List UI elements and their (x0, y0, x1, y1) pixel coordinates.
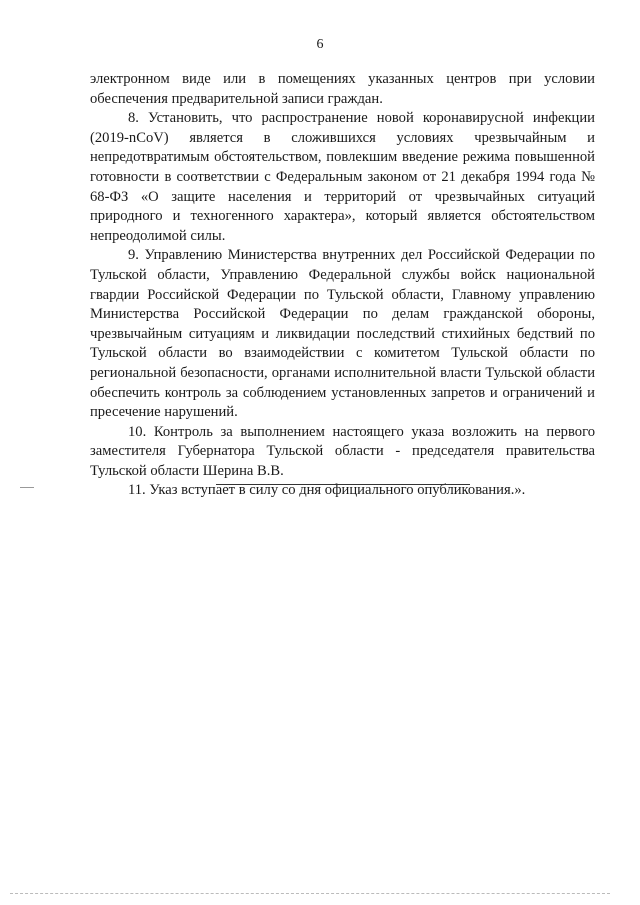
scan-mark (20, 487, 34, 488)
page-number: 6 (316, 37, 324, 52)
paragraph-item-9: 9. Управлению Министерства внутренних дел Российской Федерации по Тульской области, Управлению Федеральной службы войск национальной гвардии Российской Федерации по Тульской области, Главному управлению Министерства Российской Федерации по делам гражданской обороны, чрезвычайным ситуациям и ликвидации последствий стихийных бедствий по Тульской области во взаимодействии с комитетом Тульской области по региональной безопасности, органами исполнительной власти Тульской области обеспечить контроль за соблюдением установленных запретов и ограничений и пресечение нарушений. (90, 247, 595, 421)
scan-edge-mark (10, 893, 610, 894)
document-body (90, 70, 595, 501)
paragraph-continuation: электронном виде или в помещениях указанных центров при условии обеспечения предварительной записи граждан. (90, 71, 595, 107)
separator-line (216, 484, 470, 485)
paragraph-item-10: 10. Контроль за выполнением настоящего указа возложить на первого заместителя Губернатора Тульской области - председателя правительства Тульской области Шерина В.В. (90, 423, 595, 479)
paragraph-item-8: 8. Установить, что распространение новой коронавирусной инфекции (2019-nCoV) является в сложившихся условиях чрезвычайным и непредотвратимым обстоятельством, повлекшим введение режима повышенной готовности в соответствии с Федеральным законом от 21 декабря 1994 года № 68-ФЗ «О защите населения и территорий от чрезвычайных ситуаций природного и техногенного характера», который является обстоятельством непреодолимой силы. (90, 110, 595, 244)
paragraph-item-11: 11. Указ вступает в силу со дня официального опубликования.». (128, 482, 526, 499)
